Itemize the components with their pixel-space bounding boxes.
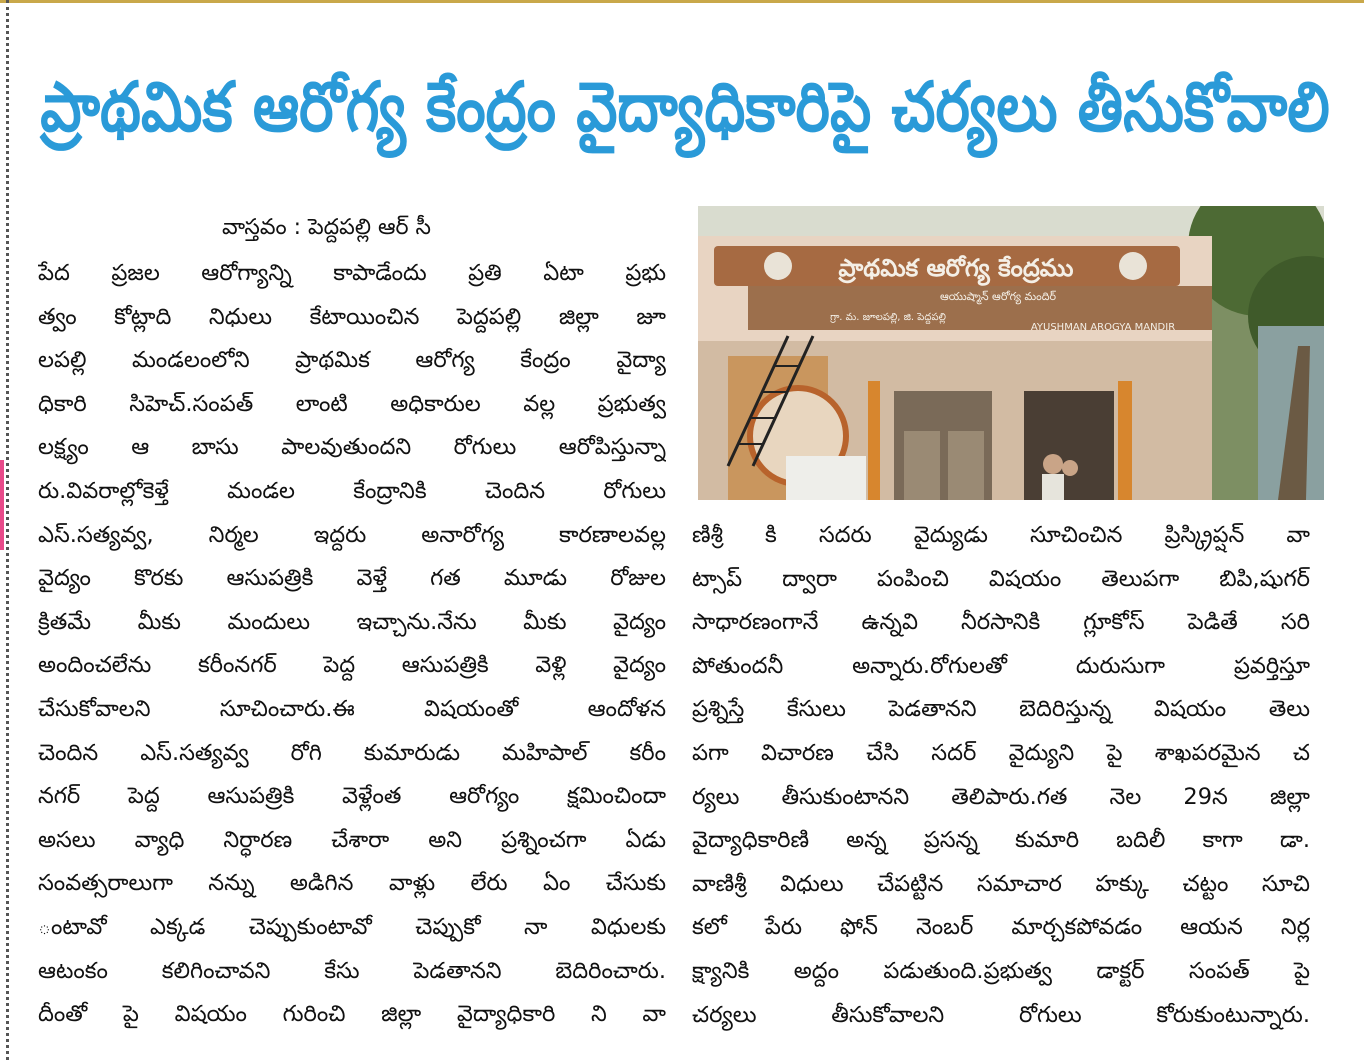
article-line: వైద్యాధికారిణి అన్న ప్రసన్న కుమారి బదిలీ కాగా డా. bbox=[692, 827, 1310, 854]
sign-main-text: ప్రాథమిక ఆరోగ్య కేంద్రము bbox=[838, 254, 1074, 282]
article-line: పగా విచారణ చేసి సదర్ వైద్యుని పై శాఖపరమైన చ bbox=[692, 739, 1310, 766]
article-line: కలో పేరు ఫోన్ నెంబర్ మార్చకపోవడం ఆయన నిర్ల bbox=[692, 914, 1310, 941]
article-line: వాణిశ్రీ విధులు చేపట్టిన సమాచార హక్కు చట్టం సూచి bbox=[692, 870, 1310, 897]
article-line: రు.వివరాల్లోకెళ్తే మండల కేంద్రానికి చెందిన రోగులు bbox=[38, 477, 666, 504]
article-line: దీంతో పై విషయం గురించి జిల్లా వైద్యాధికారి ని వా bbox=[38, 1001, 666, 1028]
article-line: ంటావో ఎక్కడ చెప్పుకుంటావో చెప్పుకో నా విధులకు bbox=[38, 913, 666, 940]
article-line: పోతుందనీ అన్నారు.రోగులతో దురుసుగా ప్రవర్తిస్తూ bbox=[692, 652, 1310, 679]
article-line: ర్యలు తీసుకుంటానని తెలిపారు.గత నెల 29న జిల్లా bbox=[692, 783, 1310, 810]
article-column-left bbox=[38, 252, 666, 1037]
article-line: త్వం కోట్లాది నిధులు కేటాయించిన పెద్దపల్లి జిల్లా జూ bbox=[38, 303, 666, 330]
article-line: ఎస్.సత్యవ్వ, నిర్మల ఇద్దరు అనారోగ్య కారణాలవల్ల bbox=[38, 521, 666, 548]
headline: ప్రాథమిక ఆరోగ్య కేంద్రం వైద్యాధికారిపై చర్యలు తీసుకోవాలి bbox=[40, 66, 1330, 148]
sign-english-text: AYUSHMAN AROGYA MANDIR bbox=[1030, 322, 1176, 333]
article-line: లపల్లి మండలంలోని ప్రాథమిక ఆరోగ్య కేంద్రం వైద్యా bbox=[38, 347, 666, 374]
dotted-margin bbox=[6, 0, 9, 1060]
sign-sub-text: ఆయుష్మాన్ ఆరోగ్య మందిర్ bbox=[939, 290, 1057, 303]
article-line: చర్యలు తీసుకోవాలని రోగులు కోరుకుంటున్నారు. bbox=[692, 1001, 1310, 1028]
article-column-right bbox=[692, 514, 1310, 1037]
article-line: ఆటంకం కలిగించావని కేసు పెడతానని బెదిరించారు. bbox=[38, 957, 666, 984]
article-line: సాధారణంగానే ఉన్నవి నీరసానికి గ్లూకోస్ పెడితే సరి bbox=[692, 609, 1310, 636]
article-line: లక్ష్యం ఆ బాసు పాలవుతుందని రోగులు ఆరోపిస్తున్నా bbox=[38, 434, 666, 461]
article-line: సంవత్సరాలుగా నన్ను అడిగిన వాళ్లు లేరు ఏం చేసుకు bbox=[38, 870, 666, 897]
article-line: క్రితమే మీకు మందులు ఇచ్చాను.నేను మీకు వైద్యం bbox=[38, 608, 666, 635]
article-line: పేద ప్రజల ఆరోగ్యాన్ని కాపాడేందు ప్రతి ఏటా ప్రభు bbox=[38, 260, 666, 286]
article-line: ణిశ్రీ కి సదరు వైద్యుడు సూచించిన ప్రిస్క్రిప్షన్ వా bbox=[692, 522, 1310, 548]
top-rule bbox=[0, 0, 1364, 3]
article-line: వైద్యం కొరకు ఆసుపత్రికి వెళ్తే గత మూడు రోజుల bbox=[38, 565, 666, 592]
article-line: అసలు వ్యాధి నిర్ధారణ చేశారా అని ప్రశ్నించగా ఏడు bbox=[38, 826, 666, 853]
article-line: ప్రశ్నిస్తే కేసులు పెడతానని బెదిరిస్తున్న విషయం తెలు bbox=[692, 696, 1310, 723]
article-line: ధికారి సిహెచ్.సంపత్ లాంటి అధికారుల వల్ల ప్రభుత్వ bbox=[38, 390, 666, 417]
dateline: వాస్తవం : పెద్దపల్లి ఆర్ సీ bbox=[222, 215, 431, 240]
article-line: చెందిన ఎస్.సత్యవ్వ రోగి కుమారుడు మహిపాల్ కరీం bbox=[38, 739, 666, 766]
news-photo bbox=[698, 206, 1324, 500]
sign-village-text: గ్రా. మ. జూలపల్లి, జి. పెద్దపల్లి bbox=[830, 312, 946, 323]
article-line: క్ష్యానికి అద్దం పడుతుంది.ప్రభుత్వ డాక్టర్ సంపత్ పై bbox=[692, 957, 1310, 984]
article-line: చేసుకోవాలని సూచించారు.ఈ విషయంతో ఆందోళన bbox=[38, 695, 666, 722]
article-line: అందించలేను కరీంనగర్ పెద్ద ఆసుపత్రికి వెళ్లి వైద్యం bbox=[38, 652, 666, 679]
article-line: నగర్ పెద్ద ఆసుపత్రికి వెళ్లేంత ఆరోగ్యం క్షమించిందా bbox=[38, 783, 666, 810]
edge-strip bbox=[0, 460, 4, 550]
article-line: ట్సాప్ ద్వారా పంపించి విషయం తెలుపగా బిపి,షుగర్ bbox=[692, 565, 1310, 592]
